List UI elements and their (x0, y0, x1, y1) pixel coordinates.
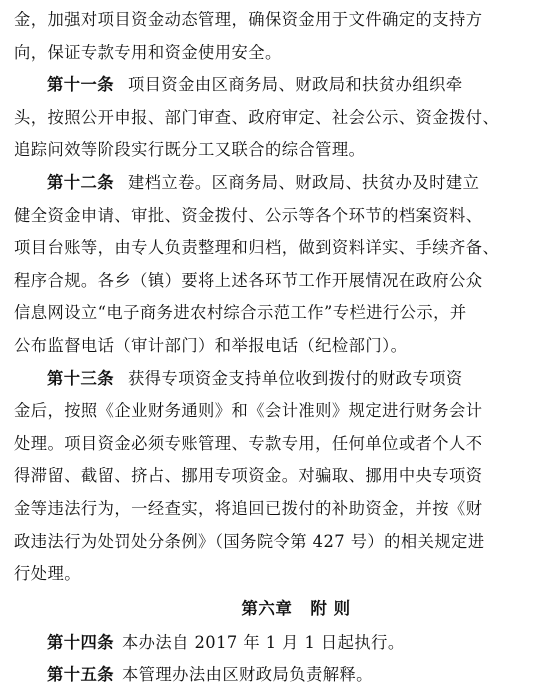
text-line: 头，按照公开申报、部门审查、政府审定、社会公示、资金拨付、 (14, 107, 500, 127)
text-line: 得滞留、截留、挤占、挪用专项资金。对骗取、挪用中央专项资 (14, 466, 483, 486)
text-line: 追踪问效等阶段实行既分工又联合的综合管理。 (14, 140, 366, 160)
chapter-number: 第六章 (241, 598, 293, 618)
text-line: 处理。项目资金必须专账管理、专款专用，任何单位或者个人不 (14, 433, 483, 453)
text-line: 政违法行为处罚处分条例》（国务院令第 427 号）的相关规定进 (14, 531, 485, 551)
text-line: 项目资金由区商务局、财政局和扶贫办组织牵 (127, 75, 463, 95)
text-line: 项目台账等，由专人负责整理和归档，做到资料详实、手续齐备、 (14, 238, 500, 258)
text-line: 本管理办法由区财政局负责解释。 (121, 665, 373, 685)
article-number: 第十二条 (47, 172, 114, 192)
article-number: 第十五条 (47, 665, 114, 685)
text-line: 建档立卷。区商务局、财政局、扶贫办及时建立 (127, 172, 480, 192)
article-number: 第十四条 (47, 632, 114, 652)
text-line: 金，加强对项目资金动态管理，确保资金用于文件确定的支持方 (14, 10, 483, 29)
text-line: 信息网设立“电子商务进农村综合示范工作”专栏进行公示，并 (14, 303, 467, 323)
article-15-line (14, 659, 538, 692)
article-14-line (14, 627, 538, 660)
chapter-title: 附 则 (310, 598, 351, 618)
article-number: 第十一条 (47, 75, 114, 95)
text-line: 健全资金申请、审批、资金拨付、公示等各个环节的档案资料、 (14, 205, 483, 225)
text-line: 本办法自 2017 年 1 月 1 日起执行。 (121, 632, 405, 652)
text-line: 向，保证专款专用和资金使用安全。 (14, 42, 282, 62)
article-number: 第十三条 (47, 368, 114, 388)
article-12-first-line (14, 167, 538, 200)
chapter-heading (14, 591, 538, 627)
text-line: 金等违法行为，一经查实，将追回已拨付的补助资金，并按《财 (14, 498, 483, 518)
text-line: 行处理。 (14, 564, 81, 584)
text-line: 公布监督电话（审计部门）和举报电话（纪检部门）。 (14, 335, 408, 355)
article-13-first-line (14, 363, 538, 396)
text-line: 金后，按照《企业财务通则》和《会计准则》规定进行财务会计 (14, 401, 483, 421)
text-line: 获得专项资金支持单位收到拨付的财政专项资 (127, 368, 463, 388)
text-line: 程序合规。各乡（镇）要将上述各环节工作开展情况在政府公众 (14, 270, 483, 290)
article-11-first-line (14, 69, 538, 102)
